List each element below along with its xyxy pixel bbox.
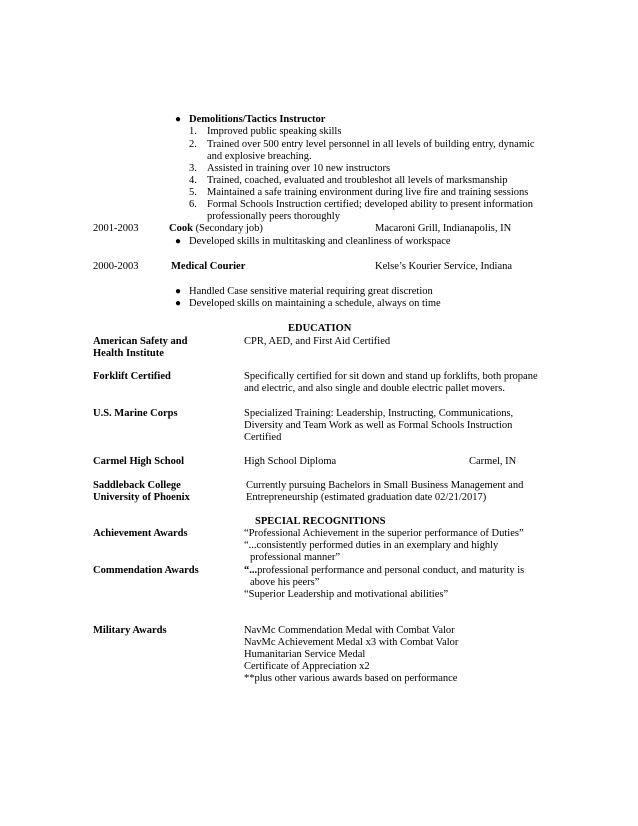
job-bullet: Handled Case sensitive material requiring great discretion	[189, 286, 433, 297]
education-name: Saddleback College	[93, 480, 181, 491]
award-detail: NavMc Commendation Medal with Combat Valor	[244, 625, 455, 636]
education-name: Forklift Certified	[93, 371, 171, 382]
award-detail: “Superior Leadership and motivational abilities”	[244, 589, 449, 600]
job-employer: Kelse’s Kourier Service, Indiana	[375, 261, 513, 272]
education-name: U.S. Marine Corps	[93, 408, 178, 419]
education-name: University of Phoenix	[93, 492, 190, 503]
section-heading-education: EDUCATION	[288, 323, 352, 334]
job-dates: 2000-2003	[93, 261, 139, 272]
education-detail: Specifically certified for sit down and stand up forklifts, both propane	[244, 371, 538, 382]
bullet-icon: ●	[175, 298, 182, 309]
award-detail-lead: “...	[244, 565, 258, 576]
award-detail: **plus other various awards based on performance	[244, 673, 458, 684]
education-name: Health Institute	[93, 348, 164, 359]
education-detail: CPR, AED, and First Aid Certified	[244, 336, 391, 347]
list-item: Maintained a safe training environment during live fire and training sessions	[207, 187, 529, 198]
award-detail: NavMc Achievement Medal x3 with Combat Valor	[244, 637, 459, 648]
job-title: Medical Courier	[171, 261, 246, 272]
award-detail: Humanitarian Service Medal	[244, 649, 366, 660]
list-number: 4.	[189, 175, 197, 186]
education-detail: Diversity and Team Work as well as Formal Schools Instruction	[244, 420, 513, 431]
list-number: 3.	[189, 163, 197, 174]
list-number: 5.	[189, 187, 197, 198]
award-label: Commendation Awards	[93, 565, 199, 576]
award-label: Military Awards	[93, 625, 167, 636]
list-item-continued: professionally peers thoroughly	[207, 211, 340, 222]
education-name: Carmel High School	[93, 456, 184, 467]
award-detail: professional manner”	[250, 552, 341, 563]
list-number: 2.	[189, 139, 197, 150]
award-detail: “Professional Achievement in the superior performance of Duties”	[244, 528, 524, 539]
award-detail: Certificate of Appreciation x2	[244, 661, 370, 672]
education-name: American Safety and	[93, 336, 188, 347]
education-detail: Certified	[244, 432, 282, 443]
education-detail: High School Diploma	[244, 456, 337, 467]
job-title-suffix: (Secondary job)	[192, 223, 263, 234]
role-title: Demolitions/Tactics Instructor	[189, 114, 326, 125]
job-dates: 2001-2003	[93, 223, 139, 234]
job-title-bold: Cook	[169, 223, 193, 234]
education-location: Carmel, IN	[469, 456, 517, 467]
list-item: Assisted in training over 10 new instructors	[207, 163, 391, 174]
list-item: Trained over 500 entry level personnel in all levels of building entry, dynamic	[207, 139, 535, 150]
award-label: Achievement Awards	[93, 528, 188, 539]
bullet-icon: ●	[175, 114, 182, 125]
job-bullet: Developed skills in multitasking and cleanliness of workspace	[189, 236, 451, 247]
list-number: 1.	[189, 126, 197, 137]
education-detail: Entrepreneurship (estimated graduation date 02/21/2017)	[246, 492, 487, 503]
award-detail-text: professional performance and personal conduct, and maturity is	[257, 565, 525, 576]
job-bullet: Developed skills on maintaining a schedule, always on time	[189, 298, 441, 309]
list-item: Trained, coached, evaluated and troubleshot all levels of marksmanship	[207, 175, 508, 186]
education-detail: Currently pursuing Bachelors in Small Business Management and	[246, 480, 524, 491]
bullet-icon: ●	[175, 236, 182, 247]
job-title	[169, 223, 263, 235]
list-item: Improved public speaking skills	[207, 126, 342, 137]
education-detail: and electric, and also single and double electric pallet movers.	[244, 383, 505, 394]
education-detail: Specialized Training: Leadership, Instructing, Communications,	[244, 408, 514, 419]
award-detail: “...consistently performed duties in an exemplary and highly	[244, 540, 499, 551]
list-number: 6.	[189, 199, 197, 210]
bullet-icon: ●	[175, 286, 182, 297]
job-employer: Macaroni Grill, Indianapolis, IN	[375, 223, 512, 234]
list-item: Formal Schools Instruction certified; developed ability to present information	[207, 199, 534, 210]
list-item-continued: and explosive breaching.	[207, 151, 312, 162]
section-heading-recognitions: SPECIAL RECOGNITIONS	[255, 516, 386, 527]
award-detail: above his peers”	[250, 577, 320, 588]
award-detail	[244, 565, 524, 577]
